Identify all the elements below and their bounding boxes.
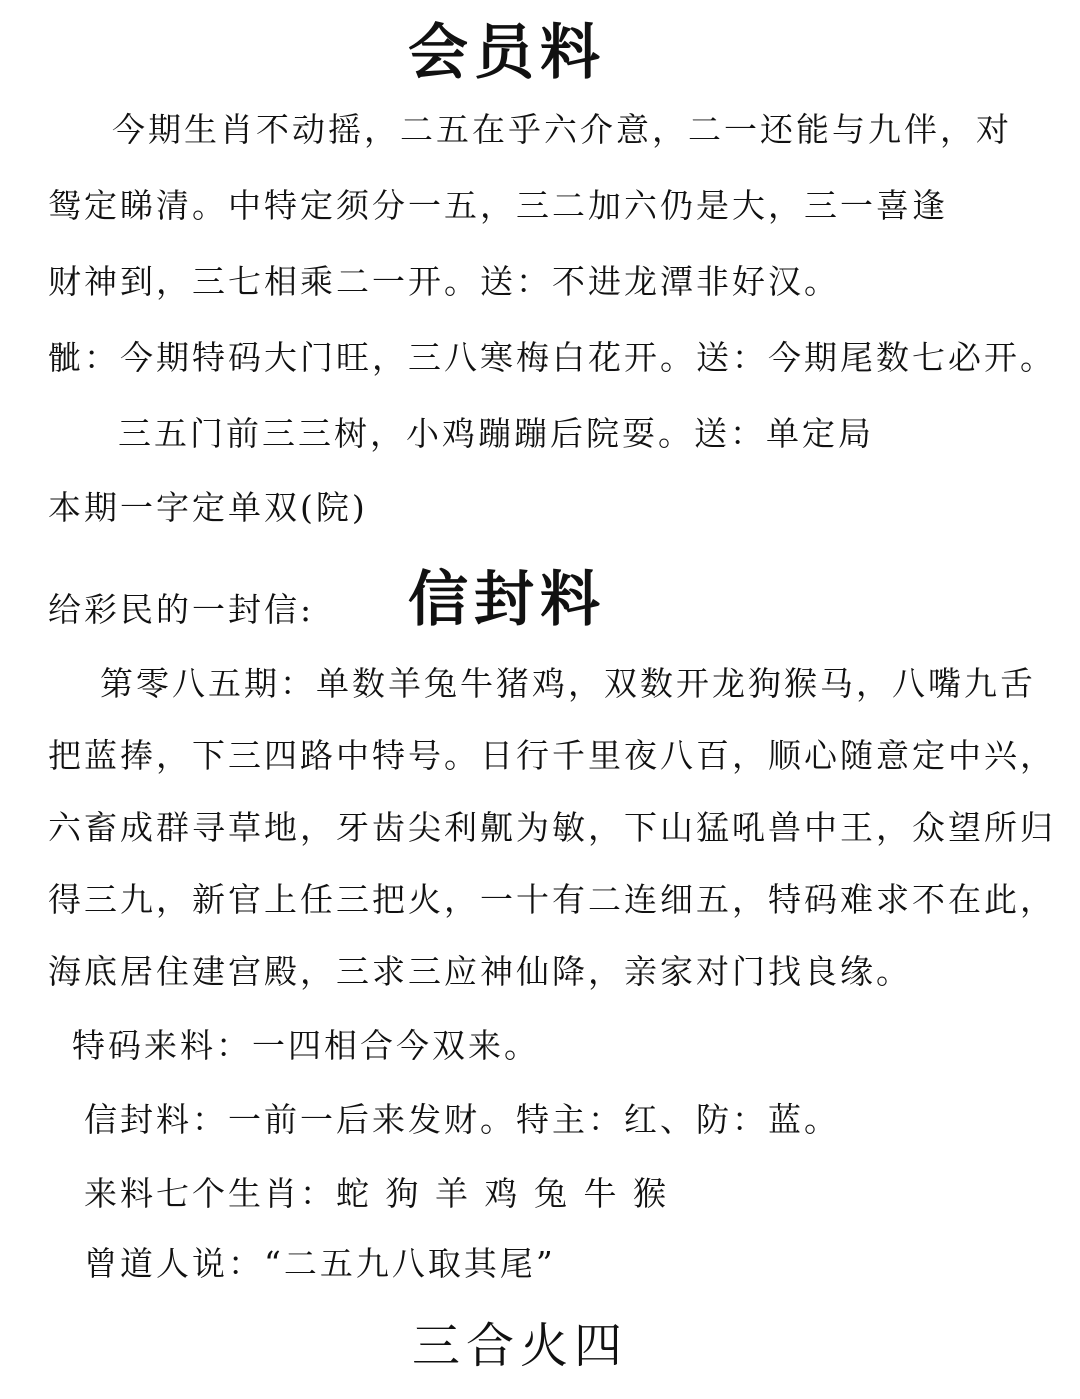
member-line-1: 今期生肖不动摇，二五在乎六介意，二一还能与九伴，对 xyxy=(112,110,1012,149)
footer-title: 三合火四 xyxy=(412,1318,629,1374)
member-line-4: 骴：今期特码大门旺，三八寒梅白花开。送：今期尾数七必开。 xyxy=(48,338,1056,377)
letter-line-3: 六畜成群寻草地，牙齿尖利鼿为敏，下山猛吼兽中王，众望所归 xyxy=(48,808,1056,847)
letter-line-1: 第零八五期：单数羊兔牛猪鸡，双数开龙狗猴马，八嘴九舌 xyxy=(100,664,1036,703)
quote-line: 曾道人说：“二五九八取其尾” xyxy=(84,1244,556,1283)
letter-line-5: 海底居住建宫殿，三求三应神仙降，亲家对门找良缘。 xyxy=(48,952,912,991)
letter-section-title: 信封料 xyxy=(408,565,606,635)
letter-line-2: 把蓝捧，下三四路中特号。日行千里夜八百，顺心随意定中兴， xyxy=(48,736,1056,775)
special-code-line: 特码来料：一四相合今双来。 xyxy=(72,1026,540,1065)
zodiac-line: 来料七个生肖：蛇 狗 羊 鸡 兔 牛 猴 xyxy=(84,1174,669,1213)
letter-intro: 给彩民的一封信: xyxy=(48,590,315,629)
envelope-line: 信封料：一前一后来发财。特主：红、防：蓝。 xyxy=(84,1100,840,1139)
member-line-6: 本期一字定单双(院) xyxy=(48,488,368,527)
member-line-3: 财神到，三七相乘二一开。送：不进龙潭非好汉。 xyxy=(48,262,840,301)
letter-line-4: 得三九，新官上任三把火，一十有二连细五，特码难求不在此， xyxy=(48,880,1056,919)
member-line-5: 三五门前三三树，小鸡蹦蹦后院耍。送：单定局 xyxy=(118,414,874,453)
member-section-title: 会员料 xyxy=(408,18,606,88)
member-line-2: 鸳定睇清。中特定须分一五，三二加六仍是大，三一喜逢 xyxy=(48,186,948,225)
